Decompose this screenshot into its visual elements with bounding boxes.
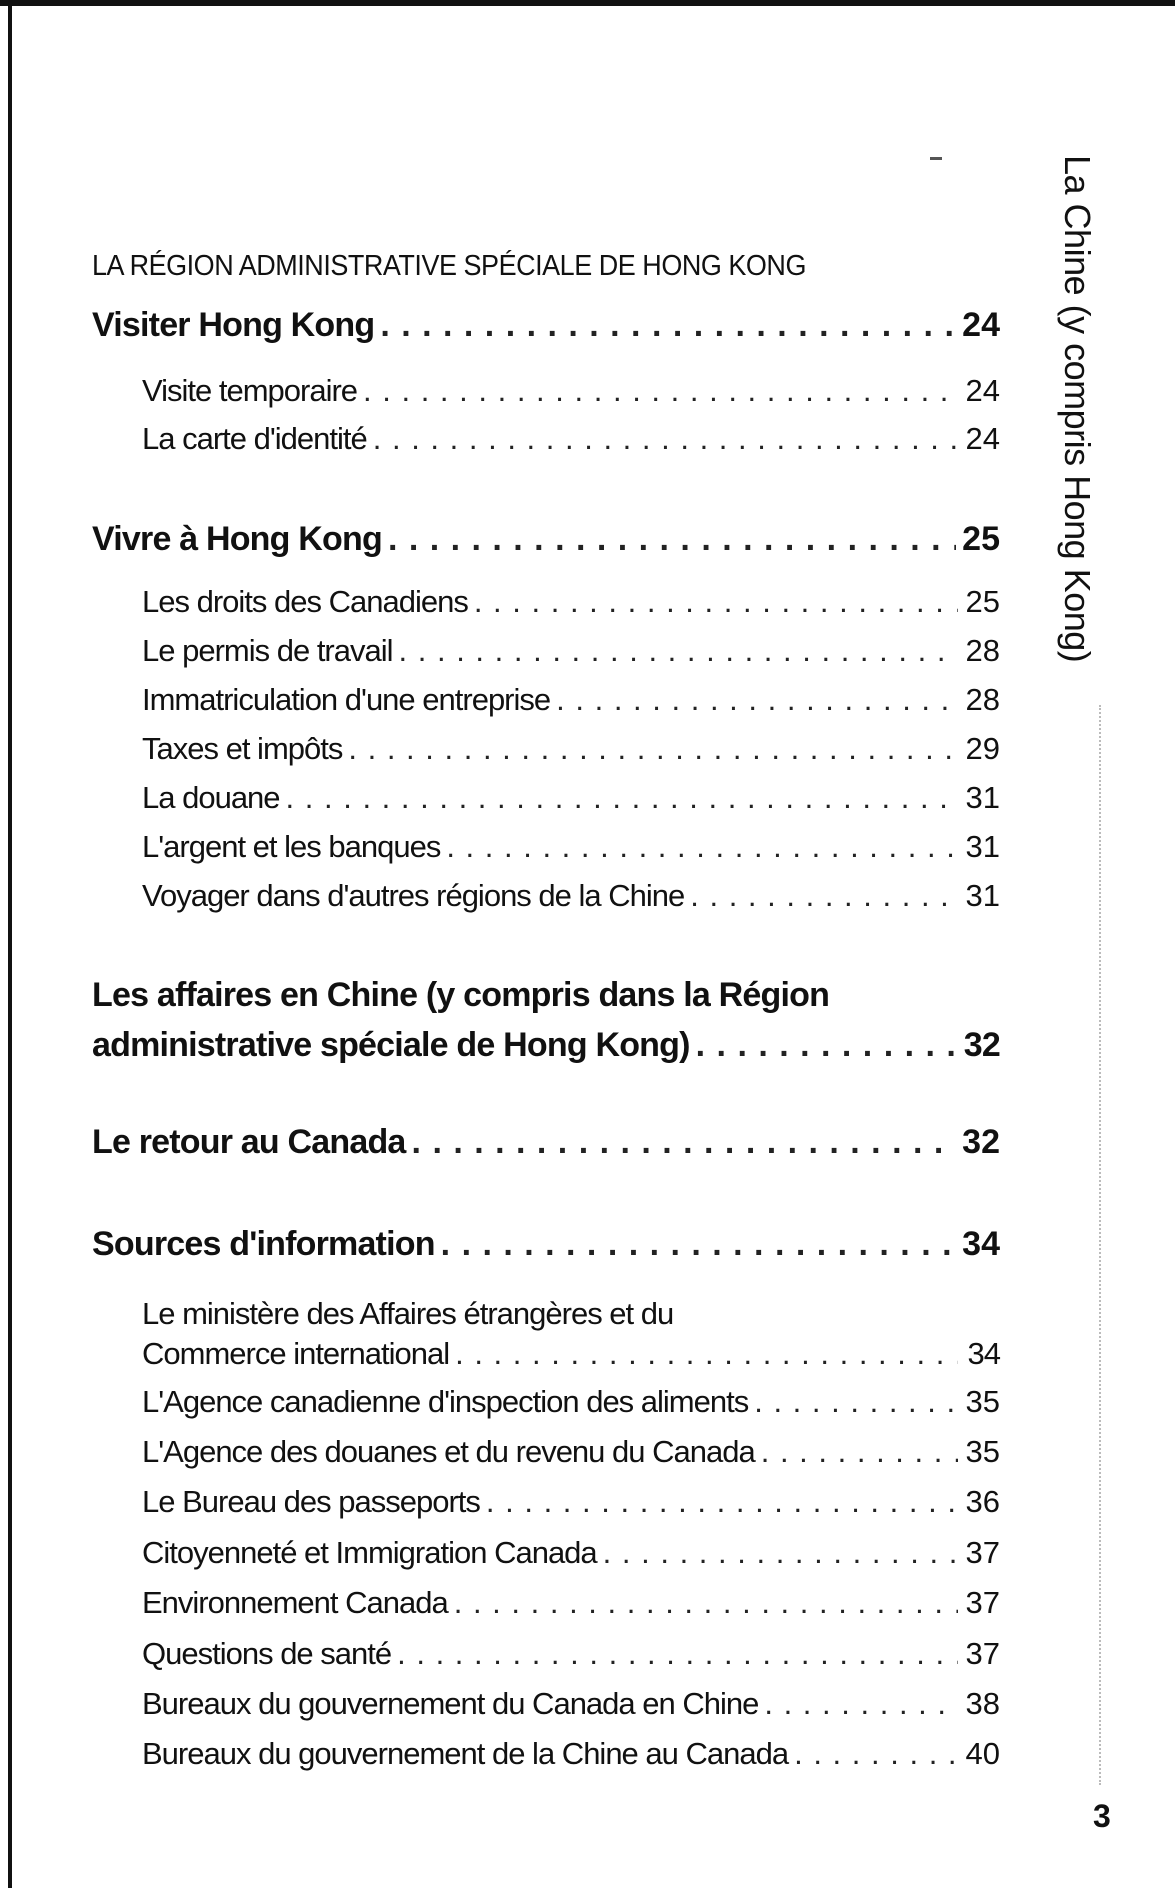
toc-entry-page: 28 — [965, 682, 1000, 717]
top-border — [0, 0, 1175, 6]
dot-leader — [397, 1636, 958, 1672]
toc-entry-page: 37 — [965, 1585, 1000, 1620]
toc-entry-title: Vivre à Hong Kong — [92, 520, 382, 558]
toc-entry-visiter-hong-kong[interactable] — [92, 306, 1000, 345]
dot-leader — [556, 682, 958, 718]
toc-entry-title: Voyager dans d'autres régions de la Chine — [142, 878, 685, 913]
toc-entry-voyager[interactable] — [142, 878, 1000, 914]
side-title: La Chine (y compris Hong Kong) — [1057, 155, 1098, 663]
toc-entry-title-line2: administrative spéciale de Hong Kong) — [92, 1026, 690, 1064]
toc-entry-title: Taxes et impôts — [142, 731, 343, 766]
dot-leader — [412, 1123, 957, 1162]
toc-entry-immatriculation[interactable] — [142, 682, 1000, 718]
dot-leader — [286, 780, 958, 816]
toc-entry-title: Environnement Canada — [142, 1585, 448, 1620]
toc-entry-page: 37 — [965, 1636, 1000, 1671]
toc-entry-page: 34 — [967, 1336, 1000, 1371]
toc-entry-title-line1: Le ministère des Affaires étrangères et du — [142, 1296, 674, 1331]
toc-entry-title: Questions de santé — [142, 1636, 392, 1671]
dot-leader — [754, 1384, 958, 1420]
toc-entry-citoyennete[interactable] — [142, 1535, 1000, 1571]
toc-entry-vivre-hong-kong[interactable] — [92, 520, 1000, 559]
toc-entry-permis-travail[interactable] — [142, 633, 1000, 669]
toc-entry-page: 35 — [965, 1434, 1000, 1469]
toc-entry-title: La douane — [142, 780, 280, 815]
toc-entry-affaires-chine[interactable] — [92, 970, 1000, 1070]
dot-leader — [764, 1686, 958, 1722]
toc-entry-title: Citoyenneté et Immigration Canada — [142, 1535, 597, 1570]
toc-entry-title-line2: Commerce international — [142, 1336, 450, 1371]
toc-entry-page: 36 — [965, 1484, 1000, 1519]
toc-entry-title: L'argent et les banques — [142, 829, 441, 864]
toc-entry-title: Visiter Hong Kong — [92, 306, 375, 344]
dot-leader — [696, 1020, 958, 1070]
left-border — [8, 0, 12, 1888]
toc-entry-title: Les droits des Canadiens — [142, 584, 468, 619]
toc-entry-bureau-passeports[interactable] — [142, 1484, 1000, 1520]
dot-leader — [388, 520, 956, 559]
toc-entry-page: 25 — [962, 520, 1000, 558]
toc-entry-page: 38 — [965, 1686, 1000, 1721]
toc-entry-ministere-affaires[interactable] — [142, 1294, 1000, 1374]
toc-entry-title: L'Agence des douanes et du revenu du Canada — [142, 1434, 755, 1469]
toc-entry-environnement[interactable] — [142, 1585, 1000, 1621]
toc-entry-questions-sante[interactable] — [142, 1636, 1000, 1672]
toc-entry-argent-banques[interactable] — [142, 829, 1000, 865]
toc-entry-title: Bureaux du gouvernement du Canada en Chine — [142, 1686, 759, 1721]
toc-entry-retour-canada[interactable] — [92, 1123, 1000, 1162]
toc-entry-bureaux-canada-chine[interactable] — [142, 1686, 1000, 1722]
toc-entry-page: 31 — [965, 780, 1000, 815]
toc-entry-page: 40 — [965, 1736, 1000, 1771]
toc-entry-agence-aliments[interactable] — [142, 1384, 1000, 1420]
dot-leader — [474, 584, 958, 620]
toc-entry-title: Sources d'information — [92, 1225, 435, 1263]
toc-entry-second-line — [142, 1334, 1000, 1374]
dot-leader — [455, 1334, 958, 1374]
dot-leader — [761, 1434, 958, 1470]
dot-leader — [373, 421, 958, 457]
toc-entry-carte-identite[interactable] — [142, 421, 1000, 457]
toc-entry-droits-canadiens[interactable] — [142, 584, 1000, 620]
toc-entry-bureaux-chine-canada[interactable] — [142, 1736, 1000, 1772]
dot-leader — [486, 1484, 958, 1520]
toc-entry-page: 24 — [965, 421, 1000, 456]
toc-entry-page: 37 — [965, 1535, 1000, 1570]
dash-mark — [930, 157, 942, 160]
toc-entry-page: 34 — [962, 1225, 1000, 1263]
toc-entry-second-line — [92, 1020, 1000, 1070]
side-dotted-line — [1099, 705, 1102, 1785]
toc-entry-page: 24 — [965, 373, 1000, 408]
toc-entry-title: Le Bureau des passeports — [142, 1484, 480, 1519]
toc-entry-page: 24 — [962, 306, 1000, 344]
toc-entry-title: Bureaux du gouvernement de la Chine au Canada — [142, 1736, 789, 1771]
toc-entry-title: Le retour au Canada — [92, 1123, 406, 1161]
toc-entry-visite-temporaire[interactable] — [142, 373, 1000, 409]
dot-leader — [348, 731, 958, 767]
dot-leader — [794, 1736, 958, 1772]
toc-entry-agence-douanes[interactable] — [142, 1434, 1000, 1470]
dot-leader — [363, 373, 958, 409]
toc-entry-sources-information[interactable] — [92, 1225, 1000, 1264]
section-header: LA RÉGION ADMINISTRATIVE SPÉCIALE DE HONG KONG — [92, 250, 806, 282]
page-number: 3 — [1093, 1798, 1111, 1834]
toc-entry-title: Visite temporaire — [142, 373, 358, 408]
toc-entry-page: 31 — [965, 878, 1000, 913]
dot-leader — [603, 1535, 958, 1571]
dot-leader — [690, 878, 958, 914]
dot-leader — [446, 829, 958, 865]
toc-entry-title: Immatriculation d'une entreprise — [142, 682, 551, 717]
toc-entry-title: La carte d'identité — [142, 421, 367, 456]
toc-entry-douane[interactable] — [142, 780, 1000, 816]
toc-entry-title-line1: Les affaires en Chine (y compris dans la Région — [92, 976, 830, 1014]
dot-leader — [454, 1585, 958, 1621]
dot-leader — [441, 1225, 957, 1264]
toc-entry-page: 31 — [965, 829, 1000, 864]
toc-entry-page: 32 — [962, 1123, 1000, 1161]
toc-entry-page: 35 — [965, 1384, 1000, 1419]
toc-entry-page: 29 — [965, 731, 1000, 766]
toc-entry-title: Le permis de travail — [142, 633, 393, 668]
dot-leader — [380, 306, 956, 345]
dot-leader — [399, 633, 958, 669]
toc-entry-taxes-impots[interactable] — [142, 731, 1000, 767]
toc-entry-page: 25 — [965, 584, 1000, 619]
toc-entry-page: 32 — [963, 1026, 1000, 1064]
toc-entry-page: 28 — [965, 633, 1000, 668]
toc-entry-title: L'Agence canadienne d'inspection des aliments — [142, 1384, 749, 1419]
